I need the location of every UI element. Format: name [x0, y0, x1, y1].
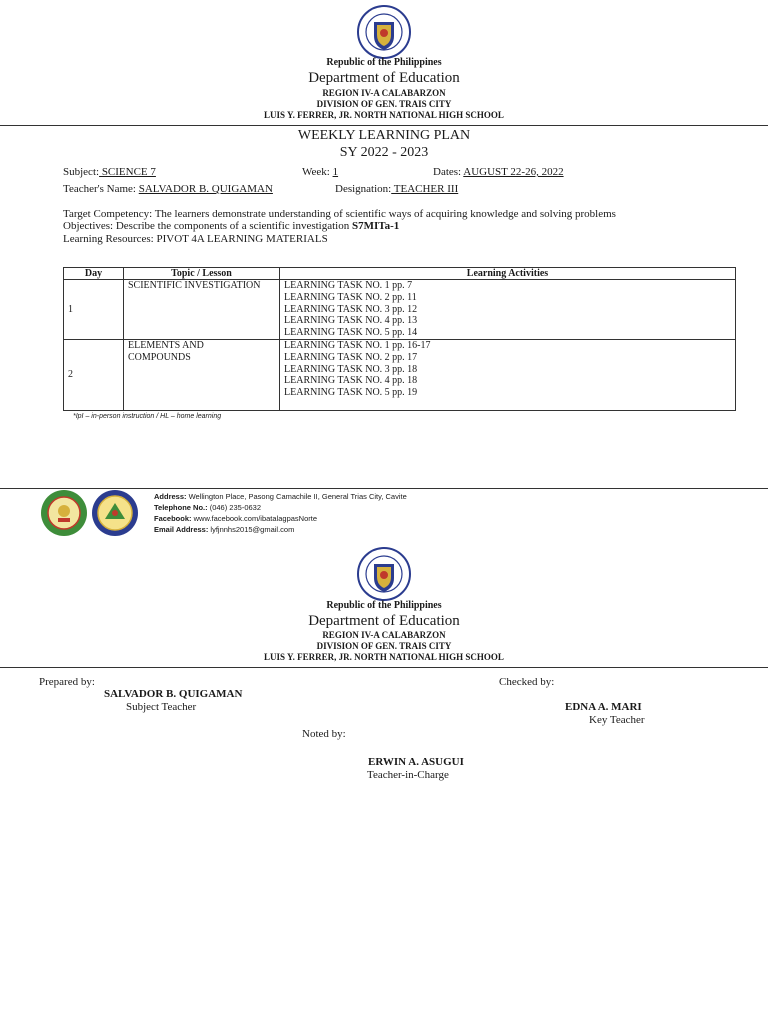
activity-item: LEARNING TASK NO. 2 pp. 17 [284, 351, 418, 363]
topic-cell: SCIENTIFIC INVESTIGATION [124, 280, 280, 340]
objectives-code: S7MITa-1 [351, 220, 400, 232]
plan-title: WEEKLY LEARNING PLAN [297, 128, 471, 143]
dates-value: AUGUST 22-26, 2022 [463, 166, 564, 178]
designation-value: TEACHER III [391, 183, 459, 195]
prepared-by-role: Subject Teacher [126, 701, 197, 713]
email-link[interactable]: lyfjnnhs2015@gmail.com [210, 525, 295, 534]
table-header-row [64, 268, 736, 280]
activity-item: LEARNING TASK NO. 4 pp. 13 [284, 315, 418, 327]
activity-item: LEARNING TASK NO. 1 pp. 7 [284, 280, 413, 291]
department-title: Department of Education [308, 70, 460, 86]
header-activities: Learning Activities [280, 268, 736, 280]
deped-seal-icon [357, 5, 411, 59]
phone-value: (046) 235-0632 [209, 503, 262, 512]
school-logo-icon [40, 489, 88, 537]
region-label: REGION IV-A CALABARZON [322, 630, 446, 640]
header-day: Day [64, 268, 124, 280]
designation-label: Designation: [335, 183, 392, 195]
week-field [302, 166, 338, 178]
subject-value: SCIENCE 7 [99, 166, 156, 178]
learning-resources: Learning Resources: PIVOT 4A LEARNING MATERIALS [63, 233, 328, 245]
objectives-text: Objectives: Describe the components of a scientific investigation [63, 220, 352, 232]
checked-by-name: EDNA A. MARI [565, 701, 642, 713]
teacher-value: SALVADOR B. QUIGAMAN [138, 183, 273, 195]
activity-item: LEARNING TASK NO. 3 pp. 12 [284, 303, 418, 315]
activity-item: LEARNING TASK NO. 5 pp. 19 [284, 387, 418, 399]
noted-by-name: ERWIN A. ASUGUI [368, 756, 464, 768]
week-label: Week: [302, 166, 330, 178]
department-title: Department of Education [308, 613, 460, 629]
designation-field [335, 183, 458, 195]
school-year: SY 2022 - 2023 [339, 145, 429, 160]
noted-by-label: Noted by: [302, 728, 346, 740]
subject-label: Subject: [63, 166, 100, 178]
facebook-link[interactable]: www.facebook.com/ibatalagpasNorte [193, 514, 318, 523]
dates-field [433, 166, 564, 178]
address-value: Wellington Place, Pasong Camachile II, General Trias City, Cavite [188, 492, 407, 501]
learning-plan-table [63, 267, 736, 411]
table-note: *IpI – in-person instruction / HL – home learning [73, 413, 222, 420]
activities-cell [280, 339, 736, 410]
day-cell: 2 [64, 339, 124, 410]
table-row [64, 280, 736, 340]
teacher-field [63, 183, 273, 195]
checked-by-role: Key Teacher [589, 714, 645, 726]
republic-label: Republic of the Philippines [326, 57, 442, 68]
phone-label: Telephone No.: [154, 503, 208, 512]
city-seal-icon [91, 489, 139, 537]
prepared-by-label: Prepared by: [39, 676, 95, 688]
footer-contact [154, 491, 407, 535]
header-divider [0, 125, 768, 126]
checked-by-label: Checked by: [499, 676, 555, 688]
activity-item: LEARNING TASK NO. 3 pp. 18 [284, 363, 418, 375]
deped-seal-icon [357, 547, 411, 601]
header-topic: Topic / Lesson [124, 268, 280, 280]
teacher-label: Teacher's Name: [63, 183, 136, 195]
dates-label: Dates: [433, 166, 462, 178]
topic-cell: ELEMENTS AND COMPOUNDS [124, 339, 280, 410]
target-competency: Target Competency: The learners demonstrate understanding of scientific ways of acquiring knowledge and solving problems [63, 208, 616, 220]
republic-label: Republic of the Philippines [326, 600, 442, 611]
noted-by-role: Teacher-in-Charge [367, 769, 449, 781]
activity-item: LEARNING TASK NO. 5 pp. 14 [284, 327, 418, 339]
address-label: Address: [154, 492, 187, 501]
division-label: DIVISION OF GEN. TRAIS CITY [316, 641, 452, 651]
activity-item: LEARNING TASK NO. 4 pp. 18 [284, 375, 418, 387]
day-cell: 1 [64, 280, 124, 340]
activity-item: LEARNING TASK NO. 2 pp. 11 [284, 291, 417, 303]
email-label: Email Address: [154, 525, 209, 534]
school-label: LUIS Y. FERRER, JR. NORTH NATIONAL HIGH SCHOOL [264, 652, 504, 662]
prepared-by-name: SALVADOR B. QUIGAMAN [104, 688, 243, 700]
division-label: DIVISION OF GEN. TRAIS CITY [316, 99, 452, 109]
activities-cell [280, 280, 736, 340]
activity-item: LEARNING TASK NO. 1 pp. 16-17 [284, 339, 431, 351]
week-value: 1 [332, 166, 339, 178]
objectives [63, 220, 399, 232]
header-divider [0, 667, 768, 668]
school-label: LUIS Y. FERRER, JR. NORTH NATIONAL HIGH SCHOOL [264, 110, 504, 120]
subject-field [63, 166, 156, 178]
table-row [64, 339, 736, 410]
region-label: REGION IV-A CALABARZON [322, 88, 446, 98]
facebook-label: Facebook: [154, 514, 192, 523]
